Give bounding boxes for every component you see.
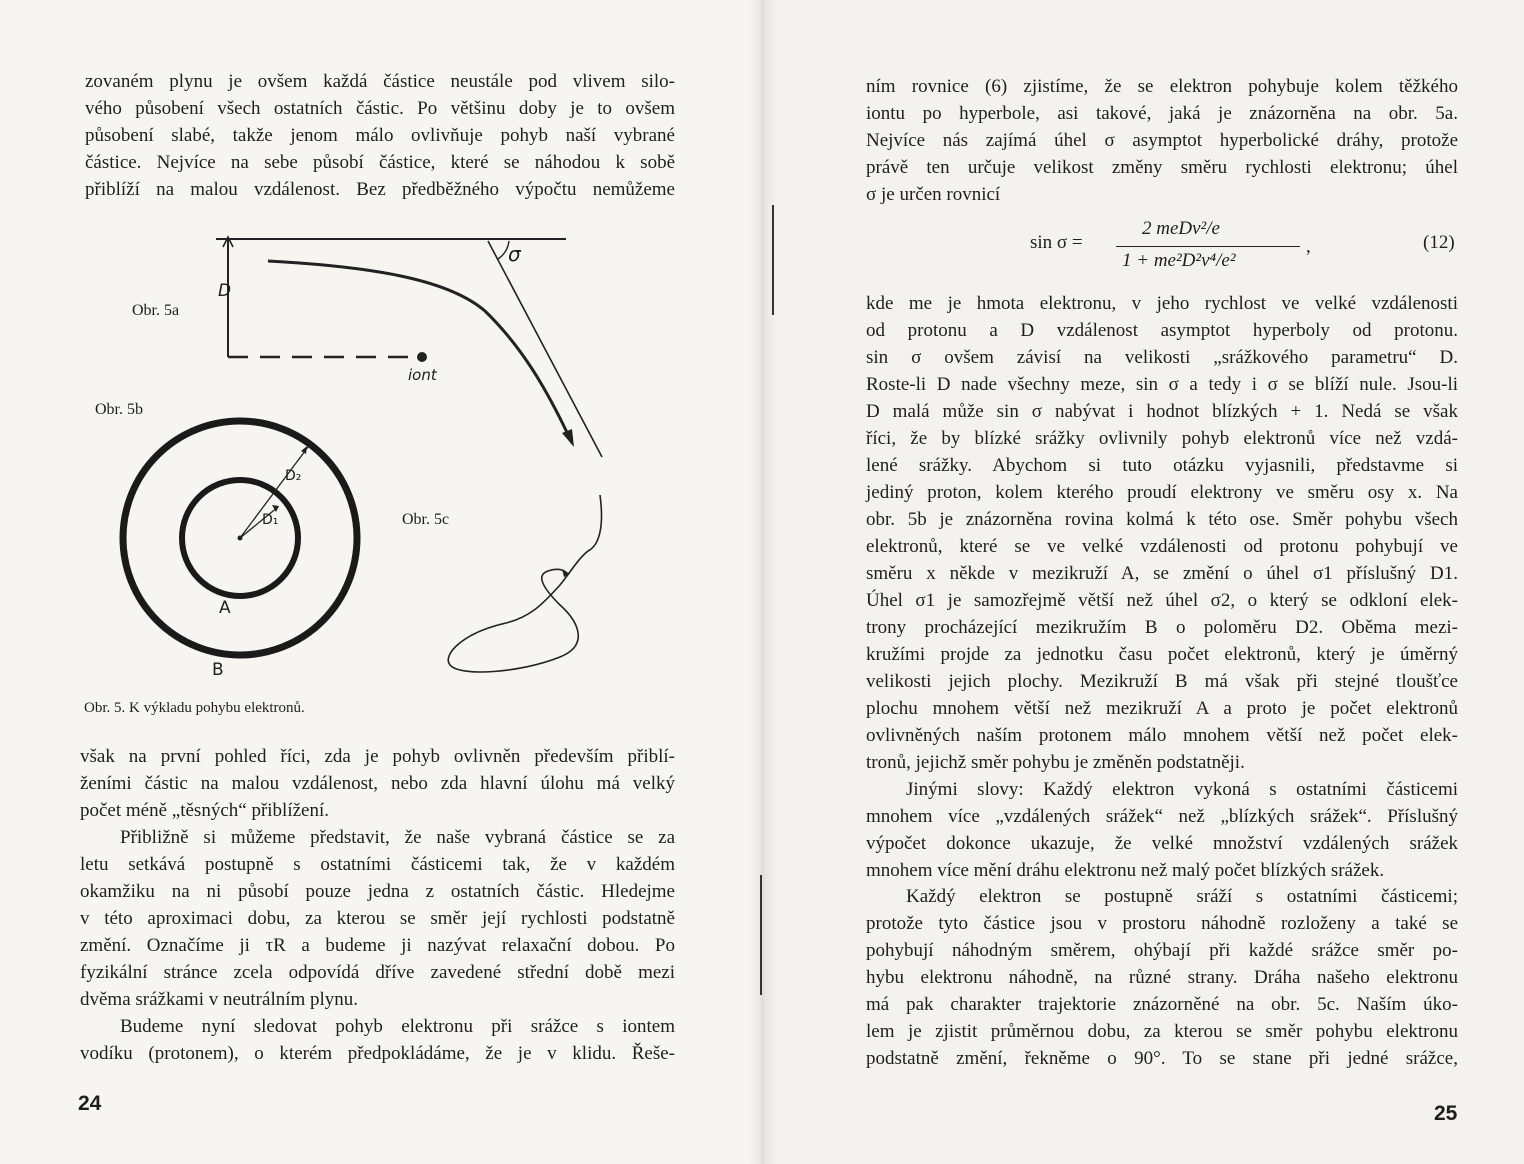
equation-fraction-bar (1116, 246, 1300, 247)
text-line: D malá může sin σ nabývat i hodnot blízkých + 1. Nedá se však (866, 401, 1458, 422)
equation-lhs: sin σ = (1030, 232, 1083, 253)
text-line: lem je zjistit průměrnou dobu, za kterou se směr pohybu elektronu (866, 1021, 1458, 1042)
text-line: trony procházející mezikružím B o poloměru D2. Oběma mezi- (866, 617, 1458, 638)
text-line: Budeme nyní sledovat pohyb elektronu při srážce s iontem (120, 1016, 675, 1037)
text-line: podstatně změní, řekněme o 90°. To se stane při jedné srážce, (866, 1048, 1458, 1069)
equation-denominator: 1 + me²D²v⁴/e² (1122, 250, 1236, 271)
left-paragraph-1 (80, 743, 675, 824)
text-line: mnohem více „vzdálených srážek“ než „blízkých srážek“. Příslušný (866, 806, 1458, 827)
text-line: Každý elektron se postupně sráží s ostatními částicemi; (906, 886, 1458, 907)
text-line: právě ten určuje velikost změny směru rychlosti elektronu; úhel (866, 157, 1458, 178)
binding-mark-2 (760, 875, 762, 995)
text-line: vého působení všech ostatních částic. Po většinu doby je to ovšem (85, 98, 675, 119)
text-line: Úhel σ1 je samozřejmě větší než úhel σ2, o který se odkloní elek- (866, 590, 1458, 611)
text-line: výpočet dokonce ukazuje, že velké množství vzdálených srážek (866, 833, 1458, 854)
text-line: zovaném plynu je ovšem každá částice neustále pod vlivem silo- (85, 71, 675, 92)
page-number-left: 24 (78, 1092, 102, 1115)
text-line: pohybují náhodným směrem, ohýbají při každé srážce směr po- (866, 940, 1458, 961)
fig5a-symbol-D: D (218, 281, 232, 301)
fig5a-ion-dot (417, 352, 427, 362)
fig5c-label: Obr. 5c (402, 511, 450, 528)
text-line: velikosti jejich plochy. Mezikruží B má však při stejné tloušťce (866, 671, 1458, 692)
text-line: Přibližně si můžeme představit, že naše vybraná částice se za (120, 827, 675, 848)
text-line: protože tyto částice jsou v prostoru náhodně rozloženy a také se (866, 913, 1458, 934)
text-line: říci, že by blízké srážky ovlivnily pohyb elektronů více než vzdá- (866, 428, 1458, 449)
fig5b-label-A: A (219, 598, 231, 618)
page-number-right: 25 (1434, 1102, 1458, 1125)
text-line: ním rovnice (6) zjistíme, že se elektron pohybuje kolem těžkého (866, 76, 1458, 97)
fig5b-label: Obr. 5b (95, 401, 143, 418)
left-paragraph-2 (80, 824, 675, 1013)
text-line: přiblíží na malou vzdálenost. Bez předběžného výpočtu nemůžeme (85, 179, 675, 200)
fig5b-label-D2: D₂ (285, 468, 302, 484)
book-gutter (748, 0, 776, 1164)
text-line: elektronů, které se ve velké vzdálenosti od protonu pohybují ve (866, 536, 1458, 557)
text-line: kde me je hmota elektronu, v jeho rychlost ve velké vzdálenosti (866, 293, 1458, 314)
text-line: částice. Nejvíce na sebe působí částice, které se náhodou k sobě (85, 152, 675, 173)
equation-12 (1030, 218, 1470, 278)
text-line: okamžiku na ni působí pouze jedna z ostatních částic. Hledejme (80, 881, 675, 902)
right-paragraph-1 (866, 290, 1458, 776)
text-line: jediný proton, kolem kterého proudí elektrony ve směru osy x. Na (866, 482, 1458, 503)
left-top-paragraph (85, 68, 675, 203)
fig5c-random-trajectory (448, 495, 601, 672)
fig5b-label-D1: D₁ (262, 512, 279, 528)
text-line: iontu po hyperbole, asi takové, jaká je znázorněna na obr. 5a. (866, 103, 1458, 124)
text-line: lené srážky. Abychom si tuto otázku vyjasnili, představme si (866, 455, 1458, 476)
text-line: tronů, jejichž směr pohybu je změněn podstatněji. (866, 752, 1245, 773)
fig5a-hyperbola-trajectory (268, 261, 572, 443)
text-line: od protonu a D vzdálenost asymptot hyperboly od protonu. (866, 320, 1458, 341)
text-line: Jinými slovy: Každý elektron vykoná s ostatními částicemi (906, 779, 1458, 800)
right-top-paragraph (866, 73, 1458, 208)
figure-caption: Obr. 5. K výkladu pohybu elektronů. (84, 700, 305, 716)
fig5a-second-asymptote (488, 241, 602, 457)
text-line: Roste-li D nade všechny meze, sin σ a tedy i σ se blíží nule. Jsou-li (866, 374, 1458, 395)
text-line: ovlivněných naším protonem málo mnohem větší než počet elek- (866, 725, 1458, 746)
equation-number: (12) (1423, 232, 1455, 253)
text-line: obr. 5b je znázorněna rovina kolmá k této ose. Směr pohybu všech (866, 509, 1458, 530)
text-line: směru x někde v mezikruží A, se změní o úhel σ1 příslušný D1. (866, 563, 1458, 584)
left-paragraph-3 (80, 1013, 675, 1067)
binding-mark-1 (772, 205, 774, 315)
fig5a-trajectory-arrowhead (562, 429, 574, 447)
text-line: plochu mnohem větší než mezikruží A a proto je počet elektronů (866, 698, 1458, 719)
text-line: σ je určen rovnicí (866, 184, 1001, 205)
text-line: dvěma srážkami v neutrálním plynu. (80, 989, 359, 1010)
text-line: fyzikální stránce zcela odpovídá dříve zavedené střední době mezi (80, 962, 675, 983)
text-line: působení slabé, takže jenom málo ovlivňuje pohyb naší vybrané (85, 125, 675, 146)
fig5a-label: Obr. 5a (132, 302, 180, 319)
fig5b-label-B: B (212, 660, 224, 680)
text-line: kružími projde za jednotku času počet elektronů, který je úměrný (866, 644, 1458, 665)
text-line: Nejvíce nás zajímá úhel σ asymptot hyperbolické dráhy, protože (866, 130, 1458, 151)
fig5a-symbol-sigma: σ (508, 242, 521, 266)
text-line: změní. Označíme ji τR a budeme ji nazývat relaxační dobou. Po (80, 935, 675, 956)
right-paragraph-2 (866, 776, 1458, 884)
fig5a-label-iont: iont (408, 366, 437, 384)
text-line: ženími částic na malou vzdálenost, nebo zda hlavní úlohu má velký (80, 773, 675, 794)
figure-5 (90, 225, 630, 695)
equation-numerator: 2 meDv²/e (1142, 218, 1220, 239)
text-line: však na první pohled říci, zda je pohyb ovlivněn především přiblí- (80, 746, 675, 767)
text-line: počet méně „těsných“ přiblížení. (80, 800, 330, 821)
text-line: v této aproximaci dobu, za kterou se směr její rychlosti podstatně (80, 908, 675, 929)
text-line: vodíku (protonem), o kterém předpokládáme, že je v klidu. Řeše- (80, 1043, 675, 1064)
equation-comma: , (1306, 236, 1311, 257)
text-line: má pak charakter trajektorie znázorněné na obr. 5c. Naším úko- (866, 994, 1458, 1015)
text-line: hybu elektronu náhodně, na různé strany. Dráha našeho elektronu (866, 967, 1458, 988)
text-line: sin σ ovšem závisí na velikosti „srážkového parametru“ D. (866, 347, 1458, 368)
text-line: letu setkává postupně s ostatními částicemi tak, že v každém (80, 854, 675, 875)
right-paragraph-3 (866, 883, 1458, 1072)
text-line: mnohem více mění dráhu elektronu než malý počet blízkých srážek. (866, 860, 1385, 881)
